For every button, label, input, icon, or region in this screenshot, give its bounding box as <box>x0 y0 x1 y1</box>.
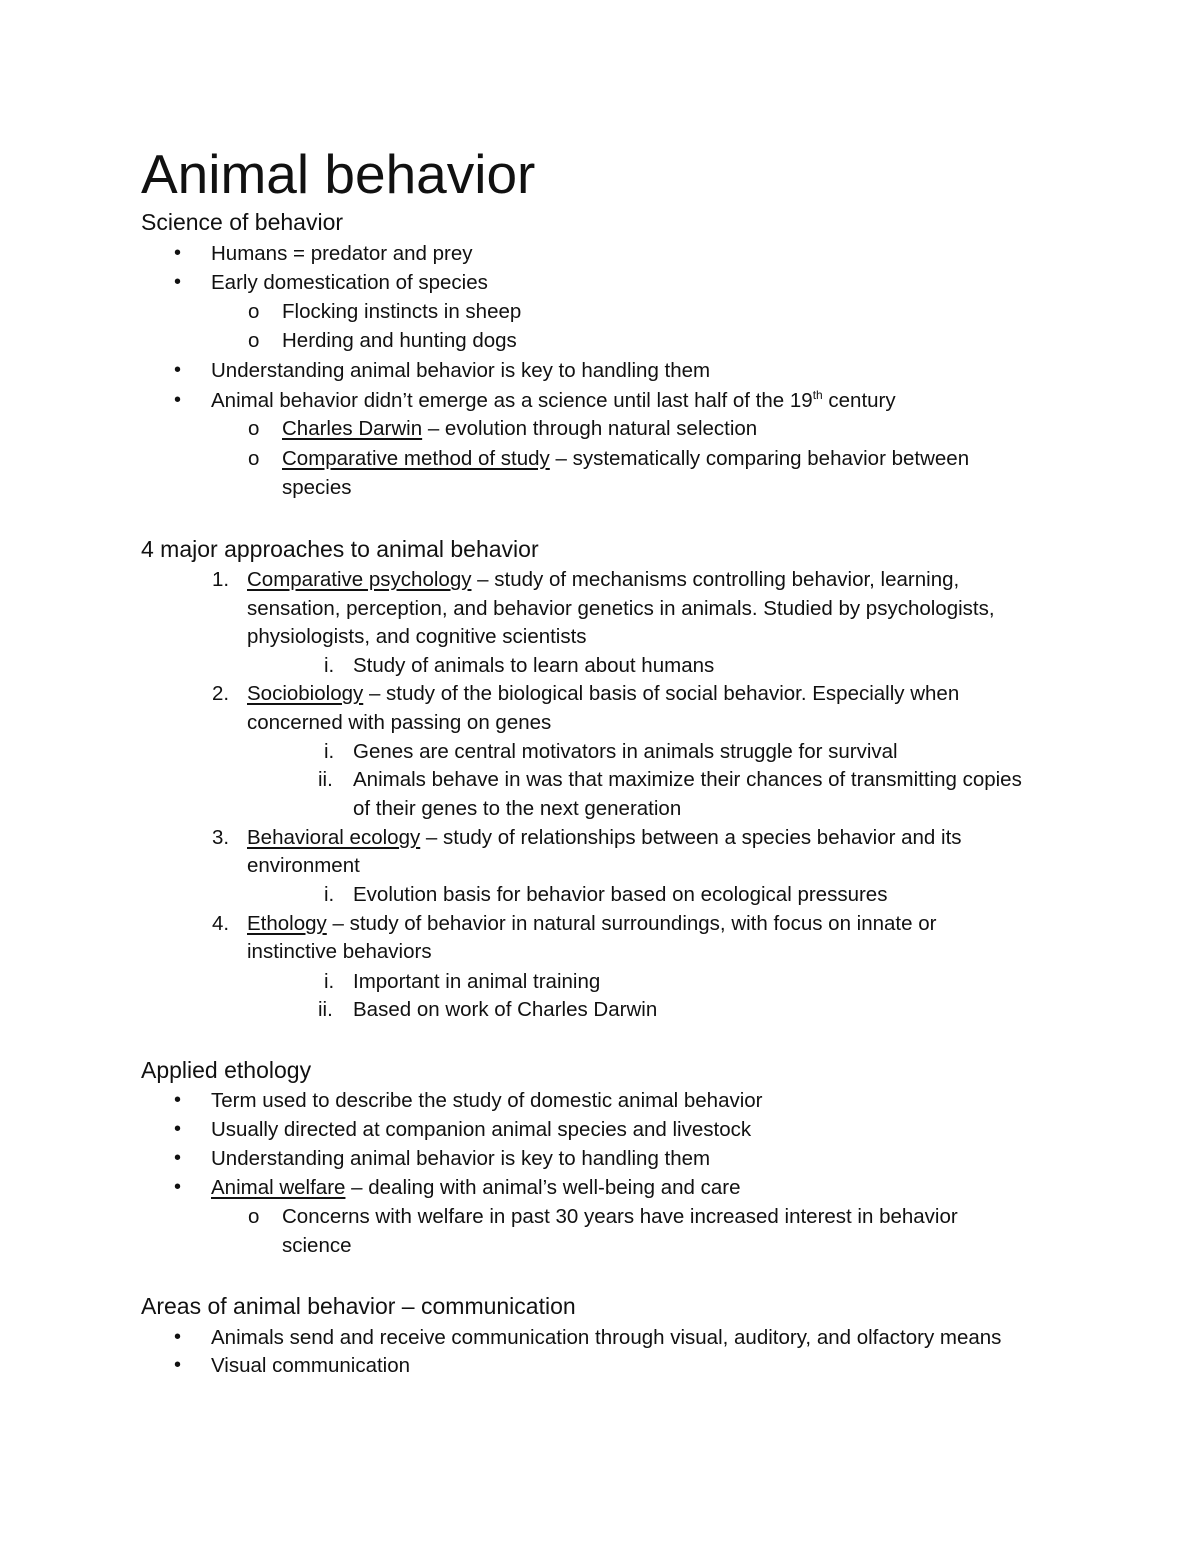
roman-numeral: i. <box>324 654 335 677</box>
sub-list-item-continued: of their genes to the next generation <box>353 797 682 820</box>
superscript-th: th <box>812 388 823 403</box>
numbered-item <box>247 565 959 594</box>
sub-bullet-icon: o <box>248 447 260 470</box>
definition-text: – systematically comparing behavior between <box>549 447 970 470</box>
term-behavioral-ecology: Behavioral ecology <box>247 826 421 849</box>
definition-text: – study of behavior in natural surroundings, with focus on innate or <box>326 912 937 935</box>
list-item-text-end: century <box>822 389 896 412</box>
roman-numeral: ii. <box>318 998 333 1021</box>
list-number: 1. <box>212 568 230 591</box>
numbered-item <box>247 823 962 852</box>
roman-numeral: ii. <box>318 768 333 791</box>
definition-text: – evolution through natural selection <box>422 417 758 440</box>
sub-list-item: Concerns with welfare in past 30 years have increased interest in behavior <box>282 1205 958 1228</box>
bullet-icon: • <box>174 359 182 381</box>
bullet-icon: • <box>174 1147 182 1169</box>
sub-bullet-icon: o <box>248 417 260 440</box>
term-comparative-method: Comparative method of study <box>282 447 550 470</box>
sub-bullet-icon: o <box>248 300 260 323</box>
term-sociobiology: Sociobiology <box>247 682 364 705</box>
bullet-icon: • <box>174 1326 182 1348</box>
definition-text-continued: instinctive behaviors <box>247 940 432 963</box>
numbered-item <box>247 679 959 708</box>
document-title: Animal behavior <box>141 143 536 205</box>
bullet-icon: • <box>174 1176 182 1198</box>
sub-list-item: Animals behave in was that maximize their chances of transmitting copies <box>353 768 1022 791</box>
list-number: 4. <box>212 912 230 935</box>
definition-text: – study of relationships between a species behavior and its <box>420 826 962 849</box>
term-charles-darwin: Charles Darwin <box>282 417 423 440</box>
sub-bullet-icon: o <box>248 329 260 352</box>
list-number: 2. <box>212 682 230 705</box>
numbered-item <box>247 909 936 938</box>
list-item <box>211 386 896 415</box>
roman-numeral: i. <box>324 740 335 763</box>
bullet-icon: • <box>174 1089 182 1111</box>
bullet-icon: • <box>174 389 182 411</box>
sub-list-item: Herding and hunting dogs <box>282 329 517 352</box>
list-item: Visual communication <box>211 1354 411 1377</box>
section-heading-major-approaches: 4 major approaches to animal behavior <box>141 536 539 562</box>
definition-text-continued: environment <box>247 854 360 877</box>
list-number: 3. <box>212 826 230 849</box>
definition-text: – study of the biological basis of social behavior. Especially when <box>363 682 960 705</box>
sub-bullet-icon: o <box>248 1205 260 1228</box>
term-animal-welfare: Animal welfare <box>211 1176 346 1199</box>
list-item: Understanding animal behavior is key to handling them <box>211 1147 711 1170</box>
definition-text: – dealing with animal’s well-being and care <box>345 1176 741 1199</box>
definition-text: – study of mechanisms controlling behavior, learning, <box>471 568 960 591</box>
sub-list-item <box>282 444 969 473</box>
bullet-icon: • <box>174 242 182 264</box>
sub-list-item-continued: science <box>282 1234 352 1257</box>
section-heading-science-of-behavior: Science of behavior <box>141 209 344 235</box>
list-item-text: Animal behavior didn’t emerge as a science until last half of the 19 <box>211 389 813 412</box>
sub-list-item <box>282 414 757 443</box>
list-item <box>211 1173 741 1202</box>
section-heading-communication: Areas of animal behavior – communication <box>141 1293 576 1319</box>
list-item: Humans = predator and prey <box>211 242 473 265</box>
term-ethology: Ethology <box>247 912 327 935</box>
list-item: Usually directed at companion animal species and livestock <box>211 1118 752 1141</box>
term-comparative-psychology: Comparative psychology <box>247 568 472 591</box>
definition-text-continued: species <box>282 476 352 499</box>
list-item: Understanding animal behavior is key to handling them <box>211 359 711 382</box>
definition-text-continued: concerned with passing on genes <box>247 711 552 734</box>
list-item: Early domestication of species <box>211 271 488 294</box>
list-item: Animals send and receive communication through visual, auditory, and olfactory means <box>211 1326 1002 1349</box>
list-item: Term used to describe the study of domestic animal behavior <box>211 1089 763 1112</box>
sub-list-item: Flocking instincts in sheep <box>282 300 522 323</box>
section-heading-applied-ethology: Applied ethology <box>141 1057 312 1083</box>
sub-list-item: Evolution basis for behavior based on ecological pressures <box>353 883 888 906</box>
sub-list-item: Genes are central motivators in animals struggle for survival <box>353 740 898 763</box>
bullet-icon: • <box>174 1118 182 1140</box>
sub-list-item: Study of animals to learn about humans <box>353 654 715 677</box>
bullet-icon: • <box>174 271 182 293</box>
roman-numeral: i. <box>324 970 335 993</box>
definition-text-continued: sensation, perception, and behavior genetics in animals. Studied by psychologists, <box>247 597 995 620</box>
sub-list-item: Based on work of Charles Darwin <box>353 998 658 1021</box>
bullet-icon: • <box>174 1354 182 1376</box>
roman-numeral: i. <box>324 883 335 906</box>
definition-text-continued: physiologists, and cognitive scientists <box>247 625 587 648</box>
sub-list-item: Important in animal training <box>353 970 601 993</box>
